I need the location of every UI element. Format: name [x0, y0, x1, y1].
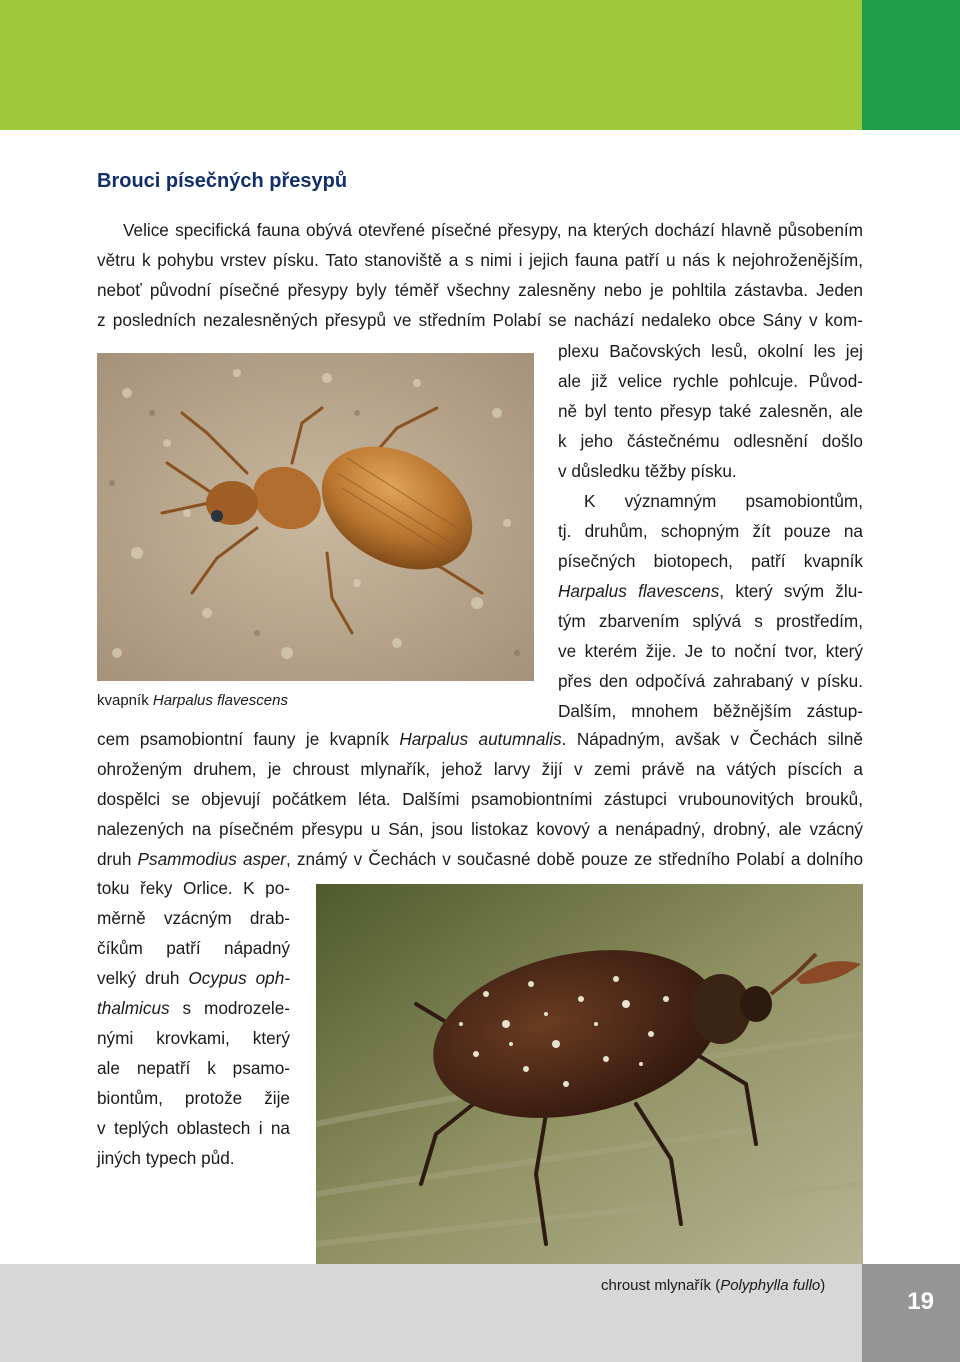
text-line: neboť původní písečné přesypy byly téměř všechny zalesněny nebo je pohltila zástavba. Jeden [97, 280, 863, 300]
caption-suffix: ) [820, 1277, 826, 1294]
section-title: Brouci písečných přesypů [97, 170, 348, 192]
text-line [97, 844, 863, 874]
caption-species: Polyphylla fullo [720, 1277, 821, 1294]
text-line [97, 724, 863, 754]
paragraph-left [97, 873, 290, 1173]
species-name: Ocypus oph- [188, 968, 290, 988]
text-line: tj. druhům, schopným žít pouze na [558, 521, 863, 541]
text-line [558, 576, 863, 606]
text-fragment: s modrozele- [169, 998, 290, 1018]
caption-photo-2 [601, 1277, 825, 1294]
text-line: větru k pohybu vrstev písku. Tato stanoviště a s nimi i jejich fauna patří u nás k nejohroženějším, [97, 250, 863, 270]
text-line: z posledních nezalesněných přesypů ve středním Polabí se nachází nedaleko obce Sány v kom- [97, 310, 863, 330]
text-line: nalezených na písečném přesypu u Sán, jsou listokaz kovový a nenápadný, drobný, ale vzácný [97, 819, 863, 839]
text-line: biontům, protože žije [97, 1088, 290, 1108]
text-line: Velice specifická fauna obývá otevřené písečné přesypy, na kterých dochází hlavně působením [123, 220, 863, 240]
text-line: toku řeky Orlice. K po- [97, 878, 290, 898]
text-line: přes den odpočívá zahrabaný v písku. [558, 671, 863, 691]
text-fragment: druh [97, 849, 138, 869]
photo-polyphylla-fullo [316, 884, 863, 1264]
text-fragment: . Nápadným, avšak v Čechách silně [561, 729, 863, 749]
text-line: k jeho částečnému odlesnění došlo [558, 431, 863, 451]
caption-species: Harpalus flavescens [152, 692, 288, 709]
species-name: Psammodius asper [137, 849, 286, 869]
text-line: Dalším, mnohem běžnějším zástup- [558, 701, 863, 721]
caption-photo-1 [97, 692, 288, 709]
text-line [97, 993, 290, 1023]
text-line: tým zbarvením splývá s prostředím, [558, 611, 863, 631]
text-fragment: , který svým žlu- [719, 581, 864, 601]
text-line: K významným psamobiontům, [584, 491, 863, 511]
photo-harpalus-flavescens [97, 353, 534, 681]
text-line: ale již velice rychle pohlcuje. Původ- [558, 371, 863, 391]
paragraph-intro [97, 215, 863, 335]
page-number: 19 [907, 1288, 934, 1315]
caption-prefix: chroust mlynařík ( [601, 1277, 721, 1294]
text-line: dospělci se objevují počátkem léta. Dalšími psamobiontními zástupci vrubounovitých brouků, [97, 789, 863, 809]
text-line: měrně vzácným drab- [97, 908, 290, 928]
text-line: písečných biotopech, patří kvapník [558, 551, 863, 571]
paragraph-side [558, 336, 863, 726]
text-line: v teplých oblastech i na [97, 1118, 290, 1138]
text-line: ve kterém žije. Je to noční tvor, který [558, 641, 863, 661]
text-fragment: , známý v Čechách v současné době pouze ze středního Polabí a dolního [286, 849, 863, 869]
text-line: plexu Bačovských lesů, okolní les jej [558, 341, 863, 361]
text-line: v důsledku těžby písku. [558, 461, 737, 481]
text-fragment: cem psamobiontní fauny je kvapník [97, 729, 400, 749]
species-name: Harpalus autumnalis [399, 729, 562, 749]
text-line: ohroženým druhem, je chroust mlynařík, jehož larvy žijí v zemi právě na vátých píscích a [97, 759, 863, 779]
text-line [97, 963, 290, 993]
text-line: jiných typech půd. [97, 1148, 235, 1168]
header-tab [862, 0, 960, 130]
text-line: číkům patří nápadný [97, 938, 290, 958]
text-line: nými krovkami, který [97, 1028, 290, 1048]
text-line: ale nepatří k psamo- [97, 1058, 290, 1078]
species-name: Harpalus flavescens [558, 581, 720, 601]
species-name: thalmicus [97, 998, 170, 1018]
header-band [0, 0, 862, 130]
paragraph-main [97, 724, 863, 874]
text-fragment: velký druh [97, 968, 189, 988]
text-line: ně byl tento přesyp také zalesněn, ale [558, 401, 863, 421]
caption-prefix: kvapník [97, 692, 153, 709]
